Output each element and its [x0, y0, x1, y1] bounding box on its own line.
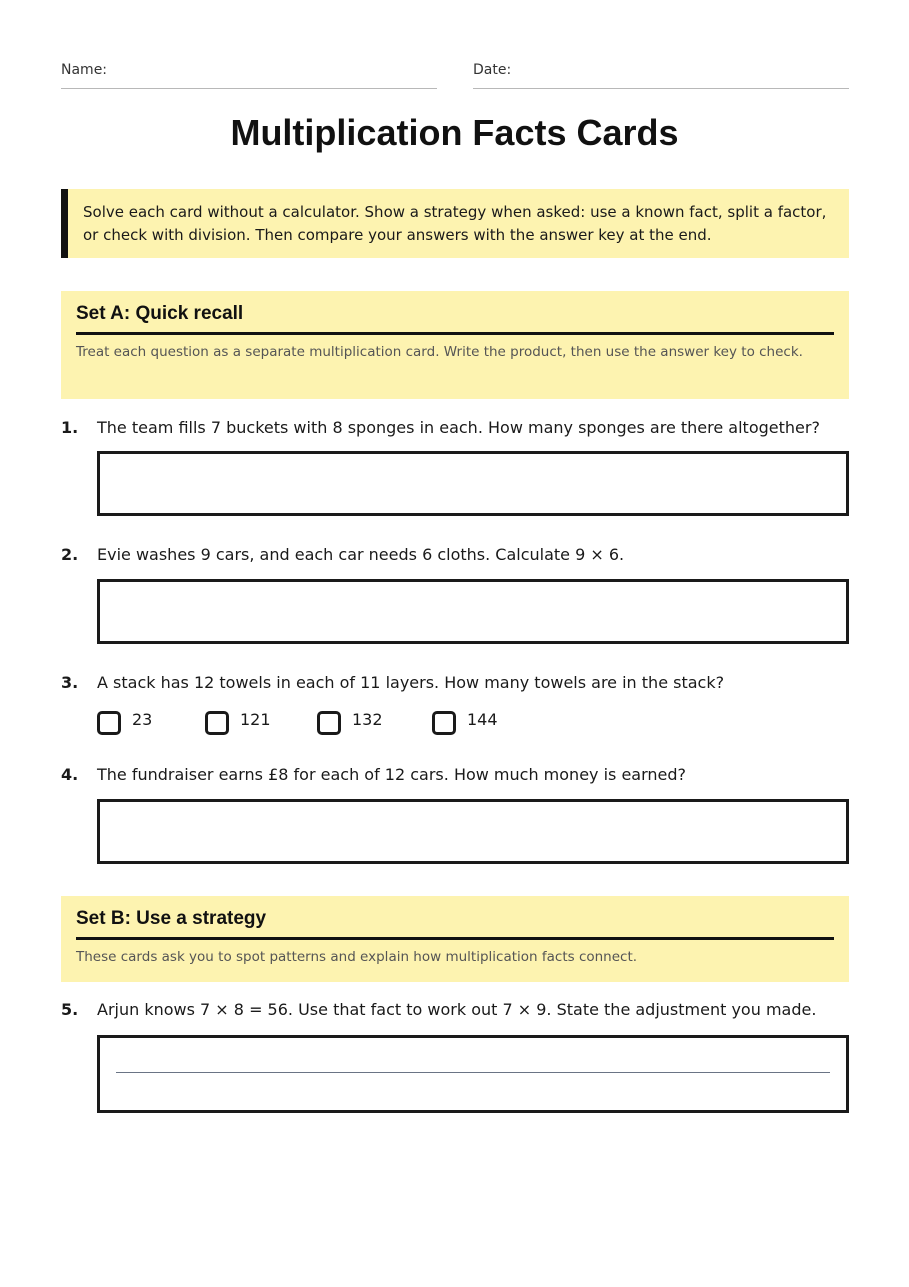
date-label: Date: [473, 62, 512, 78]
question-number: 4. [61, 765, 79, 784]
checkbox-icon[interactable] [97, 711, 121, 735]
option-label: 121 [240, 710, 271, 729]
section-description: These cards ask you to spot patterns and explain how multiplication facts connect. [76, 949, 638, 965]
answer-box-2[interactable] [97, 579, 849, 644]
question-number: 2. [61, 545, 79, 564]
question-text: Arjun knows 7 × 8 = 56. Use that fact to work out 7 × 9. State the adjustment you made. [97, 1000, 817, 1019]
header-fields [61, 62, 849, 90]
question-text: The team fills 7 buckets with 8 sponges in each. How many sponges are there altogether? [97, 418, 820, 437]
option-label: 144 [467, 710, 498, 729]
date-field[interactable] [473, 62, 849, 89]
checkbox-icon[interactable] [205, 711, 229, 735]
answer-box-4[interactable] [97, 799, 849, 864]
option-label: 23 [132, 710, 153, 729]
page-title: Multiplication Facts Cards [230, 112, 679, 153]
question-text: A stack has 12 towels in each of 11 layers. How many towels are in the stack? [97, 673, 725, 692]
option-23[interactable] [97, 710, 152, 740]
answer-box-1[interactable] [97, 451, 849, 516]
answer-box-5[interactable] [97, 1035, 849, 1113]
section-set-b [61, 896, 849, 982]
section-title: Set B: Use a strategy [76, 908, 834, 940]
section-title: Set A: Quick recall [76, 303, 834, 335]
option-132[interactable] [317, 710, 383, 740]
option-144[interactable] [432, 710, 498, 740]
question-text: Evie washes 9 cars, and each car needs 6 cloths. Calculate 9 × 6. [97, 545, 625, 564]
option-121[interactable] [205, 710, 271, 740]
checkbox-icon[interactable] [317, 711, 341, 735]
question-number: 3. [61, 673, 79, 692]
name-field[interactable] [61, 62, 437, 89]
name-label: Name: [61, 62, 108, 78]
question-number: 5. [61, 1000, 79, 1019]
question-text: The fundraiser earns £8 for each of 12 cars. How much money is earned? [97, 765, 687, 784]
checkbox-icon[interactable] [432, 711, 456, 735]
section-set-a [61, 291, 849, 399]
question-number: 1. [61, 418, 79, 437]
writing-line [116, 1072, 830, 1073]
section-description: Treat each question as a separate multiplication card. Write the product, then use the answer key to check. [76, 344, 803, 360]
option-label: 132 [352, 710, 383, 729]
instructions-box: Solve each card without a calculator. Show a strategy when asked: use a known fact, split a factor, or check with division. Then compare your answers with the answer key at the end. [61, 189, 849, 258]
